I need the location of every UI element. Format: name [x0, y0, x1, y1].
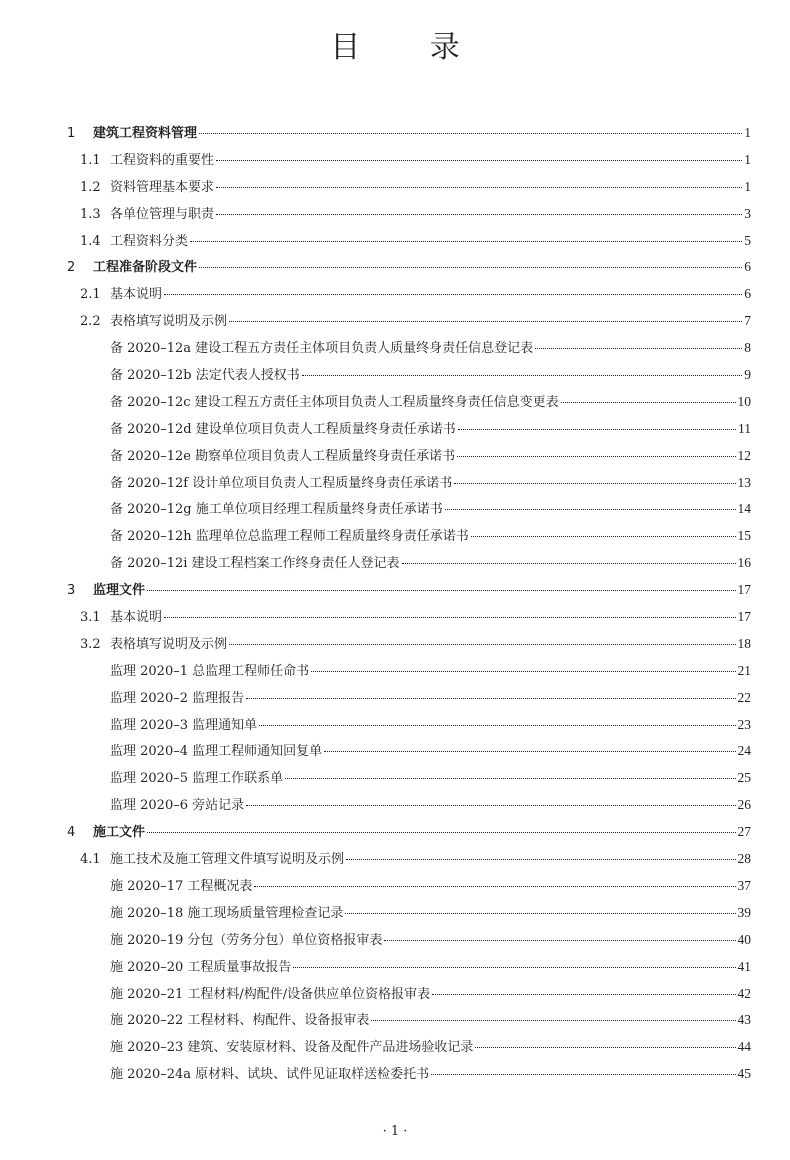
- toc-entry-title: 施 2020–24a 原材料、试块、试件见证取样送检委托书: [110, 1067, 430, 1083]
- toc-entry-page: 1: [744, 178, 751, 194]
- toc-entry-title: 施 2020–18 施工现场质量管理检查记录: [110, 905, 344, 921]
- toc-entry[interactable]: [67, 902, 751, 929]
- dot-leader: [535, 348, 742, 349]
- toc-entry-title: 备 2020–12g 施工单位项目经理工程质量终身责任承诺书: [110, 502, 443, 518]
- dot-leader: [431, 1074, 735, 1075]
- toc-entry-title: 监理 2020–3 监理通知单: [110, 717, 258, 733]
- toc-entry[interactable]: [67, 230, 751, 257]
- toc-entry-page: 28: [737, 851, 751, 867]
- toc-entry[interactable]: [67, 391, 751, 418]
- toc-entry-page: 26: [737, 797, 751, 813]
- dot-leader: [216, 160, 742, 161]
- toc-entry-title: 备 2020–12d 建设单位项目负责人工程质量终身责任承诺书: [110, 421, 456, 437]
- toc-entry[interactable]: [67, 176, 751, 203]
- toc-entry-title: 备 2020–12i 建设工程档案工作终身责任人登记表: [110, 556, 400, 572]
- toc-entry-title: 监理 2020–4 监理工程师通知回复单: [110, 744, 323, 760]
- dot-leader: [259, 725, 735, 726]
- toc-entry-page: 3: [744, 205, 751, 221]
- toc-entry-title: 备 2020–12e 勘察单位项目负责人工程质量终身责任承诺书: [110, 448, 456, 464]
- toc-entry[interactable]: [67, 122, 751, 149]
- toc-entry[interactable]: [67, 794, 751, 821]
- toc-entry[interactable]: [67, 472, 751, 499]
- dot-leader: [229, 644, 735, 645]
- toc-entry-page: 5: [744, 232, 751, 248]
- table-of-contents: [67, 122, 751, 1090]
- toc-entry-title: 备 2020–12c 建设工程五方责任主体项目负责人工程质量终身责任信息变更表: [110, 394, 559, 410]
- dot-leader: [229, 321, 742, 322]
- dot-leader: [216, 214, 742, 215]
- toc-entry-number: 4: [67, 825, 76, 841]
- toc-entry-page: 13: [737, 474, 751, 490]
- dot-leader: [147, 832, 735, 833]
- toc-entry[interactable]: [67, 875, 751, 902]
- toc-entry-title: 表格填写说明及示例: [110, 314, 228, 330]
- dot-leader: [246, 805, 735, 806]
- dot-leader: [471, 536, 736, 537]
- toc-entry[interactable]: [67, 740, 751, 767]
- toc-entry-title: 施 2020–23 建筑、安装原材料、设备及配件产品进场验收记录: [110, 1040, 474, 1056]
- toc-entry[interactable]: [67, 445, 751, 472]
- toc-entry-title: 施 2020–19 分包（劳务分包）单位资格报审表: [110, 932, 383, 948]
- toc-entry[interactable]: [67, 714, 751, 741]
- toc-entry[interactable]: [67, 1009, 751, 1036]
- toc-entry[interactable]: [67, 660, 751, 687]
- toc-entry-number: 1.1: [80, 152, 101, 168]
- dot-leader: [190, 241, 742, 242]
- toc-entry-page: 39: [737, 904, 751, 920]
- toc-entry-title: 监理 2020–6 旁站记录: [110, 798, 245, 814]
- dot-leader: [147, 590, 735, 591]
- toc-entry-page: 44: [737, 1039, 751, 1055]
- dot-leader: [311, 671, 735, 672]
- dot-leader: [475, 1047, 735, 1048]
- dot-leader: [216, 187, 742, 188]
- dot-leader: [164, 294, 742, 295]
- toc-entry-title: 各单位管理与职责: [110, 206, 215, 222]
- dot-leader: [199, 267, 742, 268]
- toc-entry-number: 2.1: [80, 287, 101, 303]
- toc-entry-page: 42: [737, 985, 751, 1001]
- toc-entry-title: 资料管理基本要求: [110, 179, 215, 195]
- page-title: 目 录: [330, 30, 490, 65]
- dot-leader: [371, 1020, 735, 1021]
- toc-entry[interactable]: [67, 283, 751, 310]
- dot-leader: [285, 778, 735, 779]
- toc-entry-title: 工程准备阶段文件: [93, 260, 198, 276]
- toc-entry-page: 43: [737, 1012, 751, 1028]
- toc-entry[interactable]: [67, 552, 751, 579]
- toc-entry-page: 7: [744, 313, 751, 329]
- toc-entry-title: 基本说明: [110, 287, 163, 303]
- toc-entry-title: 施 2020–21 工程材料/构配件/设备供应单位资格报审表: [110, 986, 431, 1002]
- toc-entry-number: 3: [67, 583, 76, 599]
- toc-entry-page: 10: [737, 393, 751, 409]
- toc-entry-title: 备 2020–12a 建设工程五方责任主体项目负责人质量终身责任信息登记表: [110, 341, 534, 357]
- dot-leader: [561, 402, 736, 403]
- toc-entry-title: 施工文件: [93, 825, 146, 841]
- toc-entry-number: 4.1: [80, 852, 101, 868]
- toc-entry[interactable]: [67, 149, 751, 176]
- toc-entry-title: 施工技术及施工管理文件填写说明及示例: [110, 852, 345, 868]
- toc-entry[interactable]: [67, 1063, 751, 1090]
- dot-leader: [458, 429, 736, 430]
- toc-entry-page: 6: [744, 259, 751, 275]
- toc-entry-title: 监理文件: [93, 583, 146, 599]
- toc-entry-title: 施 2020–17 工程概况表: [110, 878, 253, 894]
- toc-entry[interactable]: [67, 606, 751, 633]
- toc-entry[interactable]: [67, 956, 751, 983]
- toc-entry[interactable]: [67, 767, 751, 794]
- toc-entry-page: 17: [737, 609, 751, 625]
- toc-entry-title: 工程资料的重要性: [110, 152, 215, 168]
- toc-entry-page: 21: [737, 662, 751, 678]
- toc-entry-number: 1.3: [80, 206, 101, 222]
- toc-entry-page: 22: [737, 689, 751, 705]
- dot-leader: [445, 509, 736, 510]
- toc-entry-page: 9: [744, 367, 751, 383]
- toc-entry-title: 备 2020–12h 监理单位总监理工程师工程质量终身责任承诺书: [110, 529, 469, 545]
- dot-leader: [346, 859, 735, 860]
- dot-leader: [254, 886, 735, 887]
- dot-leader: [384, 940, 735, 941]
- toc-entry[interactable]: [67, 525, 751, 552]
- toc-entry-page: 15: [737, 528, 751, 544]
- toc-entry-page: 14: [737, 501, 751, 517]
- toc-entry[interactable]: [67, 579, 751, 606]
- toc-entry-page: 16: [737, 555, 751, 571]
- toc-entry-number: 1: [67, 126, 76, 141]
- toc-entry-title: 施 2020–22 工程材料、构配件、设备报审表: [110, 1013, 370, 1029]
- toc-entry-title: 建筑工程资料管理: [93, 126, 198, 141]
- dot-leader: [454, 483, 735, 484]
- toc-entry-page: 6: [744, 286, 751, 302]
- toc-entry-number: 3.2: [80, 636, 101, 652]
- dot-leader: [402, 563, 736, 564]
- toc-entry-page: 12: [737, 447, 751, 463]
- dot-leader: [345, 913, 735, 914]
- toc-entry[interactable]: [67, 983, 751, 1010]
- toc-entry[interactable]: [67, 498, 751, 525]
- toc-entry-number: 2.2: [80, 314, 101, 330]
- dot-leader: [246, 698, 735, 699]
- toc-entry-title: 监理 2020–1 总监理工程师任命书: [110, 663, 310, 679]
- toc-entry-title: 工程资料分类: [110, 233, 189, 249]
- dot-leader: [324, 751, 735, 752]
- toc-entry[interactable]: [67, 848, 751, 875]
- toc-entry-number: 1.4: [80, 233, 101, 249]
- toc-entry-number: 2: [67, 260, 76, 276]
- toc-entry[interactable]: [67, 1036, 751, 1063]
- toc-entry[interactable]: [67, 821, 751, 848]
- toc-entry[interactable]: [67, 203, 751, 230]
- toc-entry-title: 备 2020–12b 法定代表人授权书: [110, 368, 300, 384]
- toc-entry[interactable]: [67, 337, 751, 364]
- toc-entry-page: 27: [737, 824, 751, 840]
- toc-entry[interactable]: [67, 929, 751, 956]
- toc-entry-page: 41: [737, 958, 751, 974]
- page-number-footer: · 1 ·: [382, 1124, 408, 1139]
- toc-entry-page: 45: [737, 1066, 751, 1082]
- toc-entry-page: 37: [737, 877, 751, 893]
- toc-entry-title: 备 2020–12f 设计单位项目负责人工程质量终身责任承诺书: [110, 475, 453, 491]
- dot-leader: [293, 967, 735, 968]
- dot-leader: [199, 133, 742, 134]
- toc-entry-page: 11: [738, 420, 751, 436]
- toc-entry-title: 监理 2020–5 监理工作联系单: [110, 771, 284, 787]
- toc-entry[interactable]: [67, 256, 751, 283]
- toc-entry-page: 1: [744, 125, 751, 140]
- toc-entry-page: 25: [737, 770, 751, 786]
- toc-entry-number: 3.1: [80, 610, 101, 626]
- toc-entry-page: 1: [744, 151, 751, 167]
- toc-entry[interactable]: [67, 364, 751, 391]
- toc-entry-number: 1.2: [80, 179, 101, 195]
- toc-entry[interactable]: [67, 418, 751, 445]
- toc-entry[interactable]: [67, 310, 751, 337]
- dot-leader: [432, 994, 735, 995]
- toc-entry-page: 24: [737, 743, 751, 759]
- dot-leader: [302, 375, 743, 376]
- toc-entry-page: 17: [737, 582, 751, 598]
- dot-leader: [164, 617, 735, 618]
- toc-entry[interactable]: [67, 687, 751, 714]
- toc-entry[interactable]: [67, 633, 751, 660]
- toc-entry-title: 基本说明: [110, 610, 163, 626]
- toc-entry-title: 表格填写说明及示例: [110, 636, 228, 652]
- toc-entry-page: 8: [744, 340, 751, 356]
- toc-entry-page: 40: [737, 931, 751, 947]
- dot-leader: [457, 456, 735, 457]
- toc-entry-page: 18: [737, 635, 751, 651]
- toc-entry-title: 监理 2020–2 监理报告: [110, 690, 245, 706]
- toc-entry-page: 23: [737, 716, 751, 732]
- toc-entry-title: 施 2020–20 工程质量事故报告: [110, 959, 292, 975]
